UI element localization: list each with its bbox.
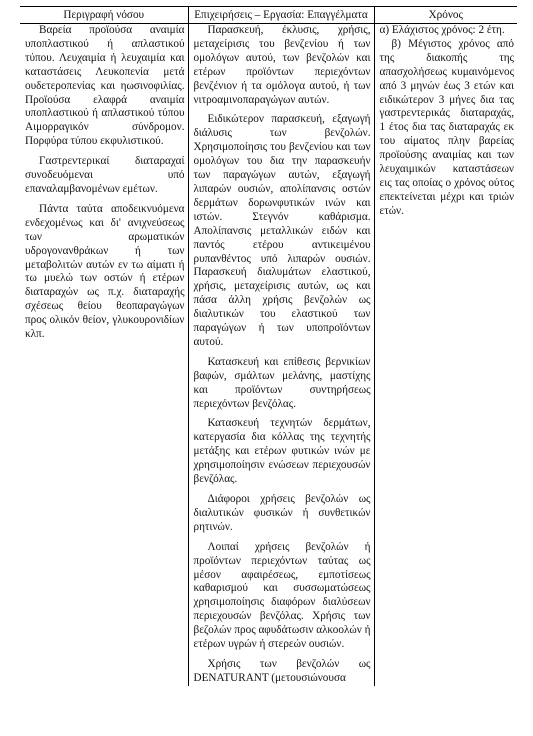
disease-paragraph: Βαρεία προϊούσα αναιμία υποπλαστικού ή απλαστικού τύπου. Λευχαιμία ή λευχαιμία και καταστάσεις Λευκοπενία μετά ουδετεροπενίας και ηωσινοφιλίας. Προϊούσα ελαφρά αναιμία υποπλαστικού ή απλαστικού τύπου Αιμορραγικόν σύνδρομον. Πορφύρα τύπου εκφυλιστικού.: [25, 24, 185, 148]
work-paragraph: Κατασκευή τεχνητών δερμάτων, κατεργασία δια κόλλας της τεχνητής μετάξης και ετέρων φυτικών ινών με χρησιμοποίησιν ενώσεων περιεχουσών βενζόλας.: [193, 417, 371, 486]
disease-paragraph: Γαστρεντερικαί διαταραχαί συνοδευόμεναι υπό επαναλαμβανομένων εμέτων.: [25, 155, 185, 195]
disease-description-cell: [20, 24, 188, 686]
work-paragraph: Κατασκευή και επίθεσις βερνικίων βαφών, σμάλτων μελάνης, μαστίχης και προϊόντων συντηρήσεως περιεχόντων βενζόλας.: [193, 355, 371, 410]
minimum-time: α) Ελάχιστος χρόνος: 2 έτη.: [379, 24, 505, 36]
header-disease-description: Περιγραφή νόσου: [20, 7, 188, 24]
maximum-time: β) Μέγιστος χρόνος από της διακοπής της απασχολήσεως κυμαινόμενος από 3 μηνών έως 3 ετών και ειδικώτερον 3 μήνες δια τας γαστρεντερικάς διαταραχάς, 1 έτος δια τας διαταραχάς εκ του αίματος πλην βαρείας προϊούσης αναιμίας και των λευχαιμικών καταστάσεων εις τας οποίας ο χρόνος ούτος επεκτείνεται μέχρι και τριών ετών.: [379, 37, 514, 217]
header-businesses-occupations: Επιχειρήσεις – Εργασία: Επαγγέλματα: [188, 7, 374, 24]
work-paragraph: Λοιπαί χρήσεις βενζολών ή προϊόντων περιεχόντων ταύτας ως μέσον αφαιρέσεως, εμποτίσεως καθαρισμού και συσσωματώσεως χρησιμοποίησις διαφόρων διαλύσεων περιεχουσών βενζόλας. Χρήσις των βεζολών προς αφυδάτωσιν αλκοολών ή ετέρων υγρών ή στερεών ουσιών.: [193, 540, 371, 651]
work-paragraph: Παρασκευή, έκλυσις, χρήσις, μεταχείρισις του βενζενίου ή των ομολόγων αυτού, των βενζολών και ετέρων προϊόντων περιεχόντων βενζένιον ή τα ομόλογα αυτού, ή των νιτροαμινοπαραγώγων αυτών.: [193, 24, 371, 106]
disease-paragraph: Πάντα ταύτα αποδεικνυόμενα ενδεχομένως και δι' ανιχνεύσεως των αρωματικών υδρογονανθράκων ή των μεταβολιτών αυτών εν τω αίματι ή τω μυελώ των οστών ή ετέρων διαταραχών ως π.χ. διαταραχής σχέσεως θείου θεοπαραγώγων προς ολικόν θείον, γλυκουρονιδίων κλπ.: [25, 202, 185, 341]
businesses-occupations-cell: [188, 24, 374, 686]
work-paragraph: Χρήσις των βενζολών ως DENATURANT (μετουσιώνουσα: [193, 657, 371, 684]
occupational-disease-table: [20, 6, 517, 686]
time-cell: [374, 24, 517, 686]
work-paragraph: Διάφοροι χρήσεις βενζολών ως διαλυτικών φυσικών ή συνθετικών ρητινών.: [193, 493, 371, 533]
work-paragraph: Ειδικώτερον παρασκευή, εξαγωγή διάλυσις των βενζολών. Χρησιμοποίησις του βενζενίου και των ομολόγων του δια την παρασκευήν των παραγώγων αυτών, εξαγωγή λιπαρών ουσιών, απολίπανσις οστών δερμάτων δορωνφυτικών ινών και ιστών. Στεγνόν καθάρισμα. Απολίπανσις μεταλλικών ειδών και παντός ετέρου αντικειμένου ρυπανθέντος υπό λιπαρών ουσιών. Παρασκευή διαλυμάτων ελαστικού, χρήσις, μεταχείρισις αυτών, ως και πάσα άλλη χρήσις βενζολών ως διαλυτικών του ελαστικού των παραγώγων ή των υποπροϊόντων αυτού.: [193, 113, 371, 348]
header-row: [20, 7, 517, 24]
header-time: Χρόνος: [374, 7, 517, 24]
content-row: [20, 24, 517, 686]
